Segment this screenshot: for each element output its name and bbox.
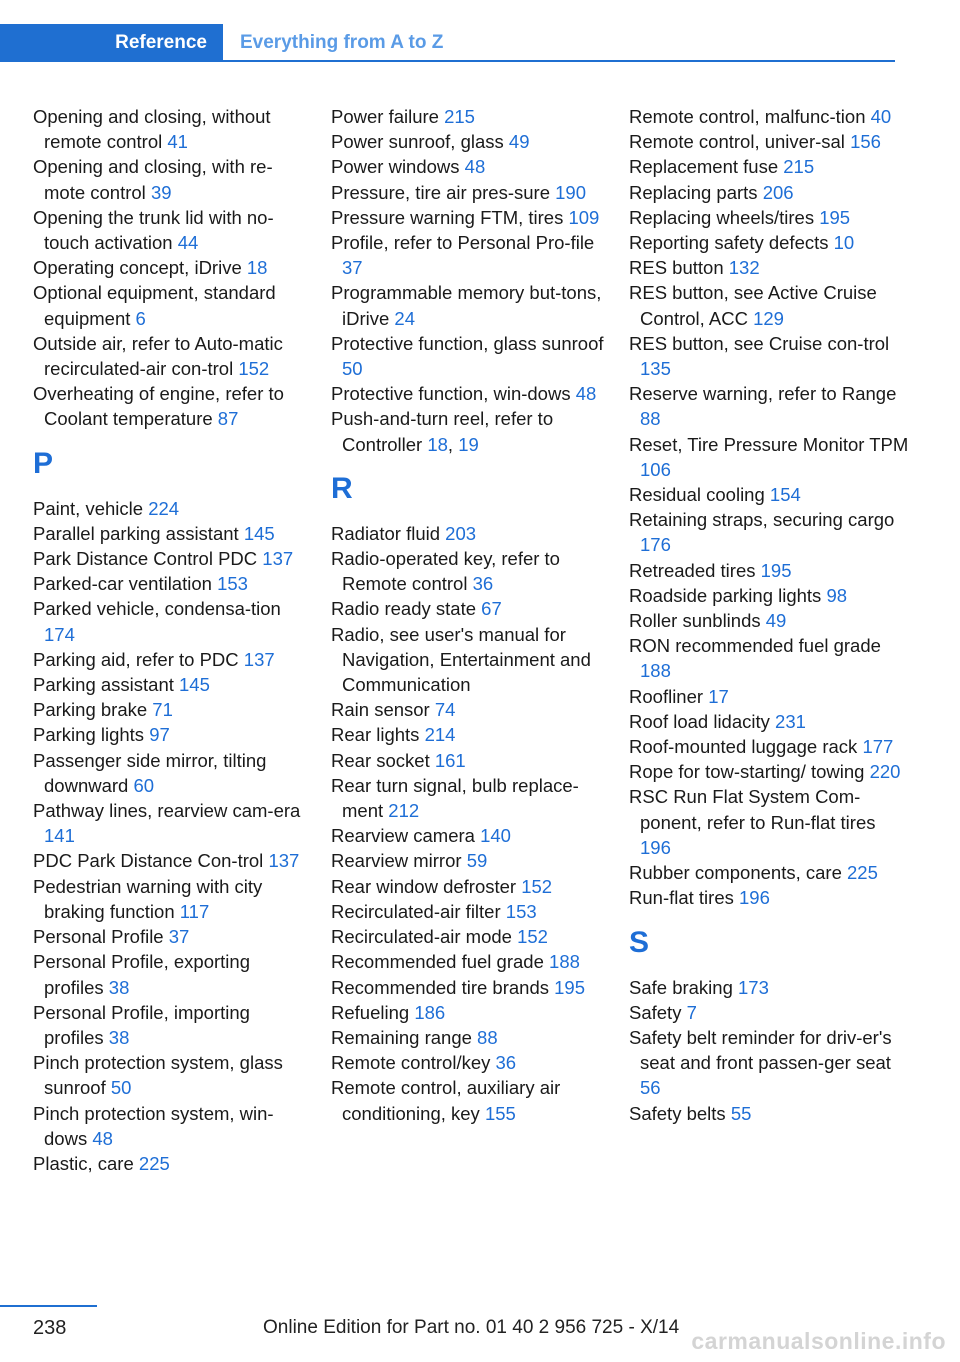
index-term: Operating concept, iDrive	[33, 257, 242, 279]
index-column-2	[331, 104, 611, 1126]
index-entry	[331, 899, 611, 924]
index-term: Rubber components, care	[629, 862, 842, 884]
index-term: Parallel parking assistant	[33, 522, 239, 544]
index-term: Replacing parts	[629, 181, 758, 203]
section-letter: R	[331, 471, 353, 505]
page-link[interactable]: 220	[869, 761, 901, 783]
page-link[interactable]: 156	[850, 131, 881, 153]
index-term: RES button, see Active Cruise Control, ACC	[629, 282, 877, 329]
page-link[interactable]: 48	[464, 156, 486, 178]
index-term: Radiator fluid	[331, 522, 441, 544]
index-term: Overheating of engine, refer to Coolant temperature	[33, 383, 284, 430]
index-term: Power windows	[331, 156, 460, 178]
page-link[interactable]: 215	[444, 106, 475, 127]
index-term: Parking lights	[33, 724, 145, 746]
index-term: Parking assistant	[33, 674, 174, 696]
index-term: Power failure	[331, 106, 439, 127]
page-link[interactable]: 129	[753, 307, 784, 329]
index-entry	[33, 521, 313, 546]
section-tab: Reference	[0, 24, 223, 62]
index-entry	[33, 672, 313, 697]
page-link[interactable]: 141	[44, 825, 75, 847]
page-link[interactable]: 98	[826, 584, 848, 606]
index-entry	[33, 154, 313, 204]
index-entry	[629, 709, 909, 734]
page-link[interactable]: 106	[640, 458, 671, 480]
index-entry	[629, 860, 909, 885]
page-link[interactable]: 231	[775, 710, 806, 732]
header-rule	[223, 60, 895, 62]
index-term: Roof-mounted luggage rack	[629, 736, 858, 758]
index-term: Rear lights	[331, 724, 420, 746]
index-term: Recirculated-air filter	[331, 900, 501, 922]
index-entry	[629, 507, 909, 557]
page-link[interactable]: 50	[110, 1077, 132, 1099]
index-term: Retreaded tires	[629, 559, 756, 581]
index-entry	[33, 496, 313, 521]
index-entry	[331, 949, 611, 974]
index-term: Personal Profile	[33, 926, 164, 948]
index-term: Remote control, univer-sal	[629, 131, 845, 153]
index-entry	[331, 154, 611, 179]
index-term: Pathway lines, rearview cam-era	[33, 800, 301, 822]
index-term: Protective function, win-dows	[331, 383, 571, 405]
page-link[interactable]: 7	[686, 1001, 697, 1023]
page-link[interactable]: 137	[268, 850, 300, 872]
index-term: Rear socket	[331, 749, 430, 771]
index-term: Roof load lidacity	[629, 710, 770, 732]
index-entry	[331, 697, 611, 722]
page-link[interactable]: 44	[177, 232, 199, 254]
index-term: Profile, refer to Personal Pro-file	[331, 232, 595, 254]
index-term: Rear window defroster	[331, 875, 517, 897]
index-entry	[33, 1101, 313, 1151]
index-term: Remote control/key	[331, 1052, 491, 1074]
index-term: Opening and closing, with re-mote control	[33, 156, 273, 203]
page-link[interactable]: 24	[394, 307, 415, 329]
index-entry	[331, 280, 611, 330]
index-term: Refueling	[331, 1001, 410, 1023]
index-entry	[331, 722, 611, 747]
index-entry	[629, 230, 909, 255]
index-entry	[331, 924, 611, 949]
page-header	[0, 24, 895, 62]
page-link[interactable]: 10	[833, 232, 855, 254]
index-entry	[629, 154, 909, 179]
index-term: RES button	[629, 257, 724, 279]
index-entry	[331, 975, 611, 1000]
index-entry	[33, 848, 313, 873]
index-term: Retaining straps, securing cargo	[629, 509, 895, 531]
page-link[interactable]: 174	[44, 623, 75, 645]
page-link[interactable]: 37	[168, 926, 190, 948]
index-entry	[33, 205, 313, 255]
index-entry	[331, 129, 611, 154]
page-link[interactable]: 196	[640, 836, 671, 858]
index-entry	[33, 255, 313, 280]
index-term: Pinch protection system, win-dows	[33, 1102, 274, 1149]
index-term: Opening and closing, without remote control	[33, 106, 271, 153]
index-entry	[629, 432, 909, 482]
index-term: Residual cooling	[629, 484, 765, 506]
index-entry	[331, 874, 611, 899]
index-term: Radio, see user's manual for Navigation, Entertainment and Communication	[331, 623, 591, 696]
index-entry	[33, 104, 313, 154]
page-link[interactable]: 38	[108, 976, 130, 998]
index-term: Parking brake	[33, 699, 148, 721]
page-link[interactable]: 137	[243, 648, 275, 670]
index-entry	[331, 848, 611, 873]
index-entry	[629, 1025, 909, 1101]
page-link[interactable]: 59	[466, 850, 488, 872]
page-link[interactable]: 186	[414, 1001, 446, 1023]
watermark: carmanualsonline.info	[691, 1328, 946, 1354]
section-letter: S	[629, 925, 650, 959]
page-link[interactable]: 152	[238, 358, 270, 380]
index-entry	[629, 482, 909, 507]
index-entry	[33, 381, 313, 431]
index-term: Safe braking	[629, 976, 733, 998]
index-term: Reserve warning, refer to Range	[629, 383, 897, 405]
page-link[interactable]: 190	[555, 181, 586, 203]
index-entry	[33, 280, 313, 330]
index-entry	[629, 734, 909, 759]
index-entry	[331, 205, 611, 230]
page-link[interactable]: 6	[135, 307, 146, 329]
index-entry: Push-and-turn reel, refer to Controller 18, 19	[331, 408, 554, 455]
index-entry	[331, 1000, 611, 1025]
page-link[interactable]: 56	[640, 1077, 661, 1099]
index-term: Pinch protection system, glass sunroof	[33, 1052, 283, 1099]
index-entry	[629, 280, 909, 330]
index-entry	[33, 596, 313, 646]
index-entry	[33, 924, 313, 949]
index-term: Push-and-turn reel, refer to Controller	[331, 408, 554, 455]
page-link[interactable]: 88	[640, 408, 661, 430]
index-entry	[33, 571, 313, 596]
index-term: Opening the trunk lid with no-touch activation	[33, 206, 274, 254]
page-link[interactable]: 145	[243, 522, 275, 544]
index-entry	[629, 784, 909, 860]
page-link[interactable]: 50	[342, 358, 363, 380]
index-term: Rearview mirror	[331, 850, 462, 872]
page-link[interactable]: 38	[108, 1026, 130, 1048]
page-link[interactable]: 206	[762, 181, 794, 203]
index-term: Replacing wheels/tires	[629, 206, 815, 228]
page-link[interactable]: 37	[342, 257, 363, 279]
page-link[interactable]: 225	[847, 862, 878, 884]
page-link[interactable]: 87	[217, 408, 239, 430]
index-term: Reset, Tire Pressure Monitor TPM	[629, 433, 909, 455]
page-link[interactable]: 152	[517, 926, 548, 948]
page-link[interactable]: 39	[150, 181, 172, 203]
index-term: Power sunroof, glass	[331, 131, 504, 153]
index-term: Rope for tow-starting/ towing	[629, 761, 865, 783]
page-link[interactable]: 155	[484, 1102, 516, 1124]
footer-rule	[0, 1305, 97, 1307]
page-link[interactable]: 48	[92, 1127, 113, 1149]
page-link[interactable]: 41	[167, 131, 188, 153]
index-entry	[629, 558, 909, 583]
index-term: Remote control, malfunc-tion	[629, 106, 866, 127]
index-entry	[331, 180, 611, 205]
index-entry	[331, 230, 611, 280]
page-link[interactable]: 212	[388, 800, 420, 822]
index-entry	[629, 205, 909, 230]
index-term: Parked vehicle, condensa-tion	[33, 598, 281, 620]
page-link[interactable]: 135	[640, 358, 671, 380]
index-entry	[629, 759, 909, 784]
page-link[interactable]: 97	[149, 724, 170, 746]
index-entry	[331, 331, 611, 381]
page-link[interactable]: 137	[262, 548, 294, 570]
index-entry	[33, 647, 313, 672]
index-entry	[629, 1101, 909, 1126]
index-term: Outside air, refer to Auto-matic recirculated-air con-trol	[33, 332, 283, 380]
page-link[interactable]: 49	[508, 131, 530, 153]
page-link[interactable]: 36	[472, 573, 494, 595]
page-link[interactable]: 18	[427, 433, 448, 455]
page-link[interactable]: 195	[760, 559, 792, 581]
index-term: Rear turn signal, bulb replace-ment	[331, 774, 579, 822]
index-term: Remote control, auxiliary air conditioning, key	[331, 1077, 561, 1124]
index-entry	[331, 773, 611, 823]
index-entry	[629, 975, 909, 1000]
index-entry	[33, 697, 313, 722]
page-link[interactable]: 215	[783, 156, 815, 178]
page-link[interactable]: 188	[640, 660, 671, 682]
index-entry	[629, 684, 909, 709]
index-term: RSC Run Flat System Com-ponent, refer to Run-flat tires	[629, 786, 876, 833]
index-term: RON recommended fuel grade	[629, 635, 881, 657]
page-link[interactable]: 152	[521, 875, 553, 897]
page-link[interactable]: 17	[708, 685, 729, 707]
section-letter: P	[33, 446, 54, 480]
edition-note: Online Edition for Part no. 01 40 2 956 725 - X/14	[263, 1317, 680, 1338]
index-entry	[629, 633, 909, 683]
page-link[interactable]: 153	[217, 573, 248, 595]
page-link[interactable]: 145	[179, 674, 210, 696]
page-link[interactable]: 188	[549, 951, 580, 973]
index-term: PDC Park Distance Con-trol	[33, 850, 264, 872]
index-entry	[33, 874, 313, 924]
index-column-3	[629, 104, 909, 1126]
index-term: Remaining range	[331, 1026, 472, 1048]
index-term: Radio ready state	[331, 598, 477, 620]
index-entry	[331, 1075, 611, 1125]
index-entry	[33, 722, 313, 747]
index-term: Reporting safety defects	[629, 232, 829, 254]
page-link[interactable]: 153	[505, 900, 537, 922]
index-entry	[33, 331, 313, 381]
page-link[interactable]: 177	[862, 736, 894, 758]
page-link[interactable]: 74	[434, 699, 456, 721]
index-entry	[33, 1000, 313, 1050]
index-entry	[33, 1151, 313, 1176]
page-link[interactable]: 173	[738, 976, 769, 998]
page-link[interactable]: 154	[769, 484, 801, 506]
page-link[interactable]: 132	[728, 257, 760, 279]
index-entry	[629, 885, 909, 910]
page-link[interactable]: 36	[495, 1052, 517, 1074]
index-entry	[629, 381, 909, 431]
subsection-title: Everything from A to Z	[240, 32, 444, 53]
index-term: Pressure warning FTM, tires	[331, 206, 564, 228]
page-link[interactable]: 140	[480, 825, 511, 847]
index-entry	[629, 583, 909, 608]
page-link[interactable]: 55	[730, 1102, 752, 1124]
index-term: Roller sunblinds	[629, 610, 761, 632]
page-link[interactable]: 161	[434, 749, 466, 771]
page-link[interactable]: 60	[133, 774, 155, 796]
index-term: RES button, see Cruise con-trol	[629, 332, 890, 354]
index-term: Programmable memory but-tons, iDrive	[331, 282, 602, 329]
index-term: Pedestrian warning with city braking function	[33, 875, 263, 922]
index-entry	[33, 748, 313, 798]
index-term: Rearview camera	[331, 825, 475, 847]
index-term: Parked-car ventilation	[33, 573, 212, 595]
page-link[interactable]: 48	[575, 383, 597, 405]
page-link[interactable]: 109	[568, 206, 600, 228]
index-entry	[629, 104, 909, 129]
page-link[interactable]: 224	[148, 497, 180, 519]
index-entry	[629, 608, 909, 633]
index-entry	[629, 1000, 909, 1025]
index-entry	[629, 180, 909, 205]
index-term: Safety	[629, 1001, 682, 1023]
index-entry	[331, 546, 611, 596]
index-term: Recommended tire brands	[331, 976, 549, 998]
index-entry	[331, 521, 611, 546]
index-term: Rain sensor	[331, 699, 430, 721]
index-entry	[33, 546, 313, 571]
index-entry	[331, 622, 611, 698]
index-column-1	[33, 104, 313, 1176]
index-entry	[629, 331, 909, 381]
index-entry	[331, 1025, 611, 1050]
page-link[interactable]: 40	[870, 106, 892, 127]
index-term: Pressure, tire air pres-sure	[331, 181, 550, 203]
index-term: Roadside parking lights	[629, 584, 822, 606]
index-term: Protective function, glass sunroof	[331, 332, 604, 354]
index-term: Personal Profile, exporting profiles	[33, 951, 250, 998]
index-term: Optional equipment, standard equipment	[33, 282, 276, 329]
index-term: Personal Profile, importing profiles	[33, 1001, 250, 1048]
index-term: Recommended fuel grade	[331, 951, 544, 973]
page-link[interactable]: 18	[246, 257, 268, 279]
index-term: Park Distance Control PDC	[33, 548, 258, 570]
page-link[interactable]: 67	[481, 598, 502, 620]
index-entry	[33, 798, 313, 848]
page-link[interactable]: 195	[819, 206, 851, 228]
index-term: Run-flat tires	[629, 887, 734, 909]
index-entry	[629, 255, 909, 280]
page-link[interactable]: 214	[424, 724, 456, 746]
index-entry	[629, 129, 909, 154]
index-term: Roofliner	[629, 685, 704, 707]
index-term: Plastic, care	[33, 1152, 134, 1174]
page-link[interactable]: 71	[152, 699, 173, 721]
index-term: Safety belts	[629, 1102, 726, 1124]
index-term: Passenger side mirror, tilting downward	[33, 749, 267, 796]
index-term: Replacement fuse	[629, 156, 779, 178]
index-term: Safety belt reminder for driv-er's seat and front passen-ger seat	[629, 1026, 892, 1074]
index-entry	[33, 1050, 313, 1100]
page-link[interactable]: 176	[640, 534, 671, 556]
index-entry	[331, 381, 611, 406]
page-link[interactable]: 203	[445, 522, 477, 544]
index-entry	[331, 596, 611, 621]
page-link[interactable]: 88	[477, 1026, 498, 1048]
index-term: Parking aid, refer to PDC	[33, 648, 239, 670]
page-number: 238	[33, 1317, 67, 1339]
page-link[interactable]: 196	[739, 887, 770, 909]
page-link[interactable]: 117	[179, 900, 210, 922]
index-term: Radio-operated key, refer to Remote control	[331, 548, 560, 595]
index-term: Paint, vehicle	[33, 497, 144, 519]
index-entry	[331, 1050, 611, 1075]
index-entry	[331, 748, 611, 773]
page-link[interactable]: 225	[138, 1152, 170, 1174]
page-link[interactable]: 19	[458, 433, 479, 455]
index-entry	[331, 104, 611, 129]
page-link[interactable]: 49	[765, 610, 787, 632]
index-entry	[331, 823, 611, 848]
index-term: Recirculated-air mode	[331, 926, 512, 948]
page-link[interactable]: 195	[554, 976, 586, 998]
index-entry	[33, 949, 313, 999]
